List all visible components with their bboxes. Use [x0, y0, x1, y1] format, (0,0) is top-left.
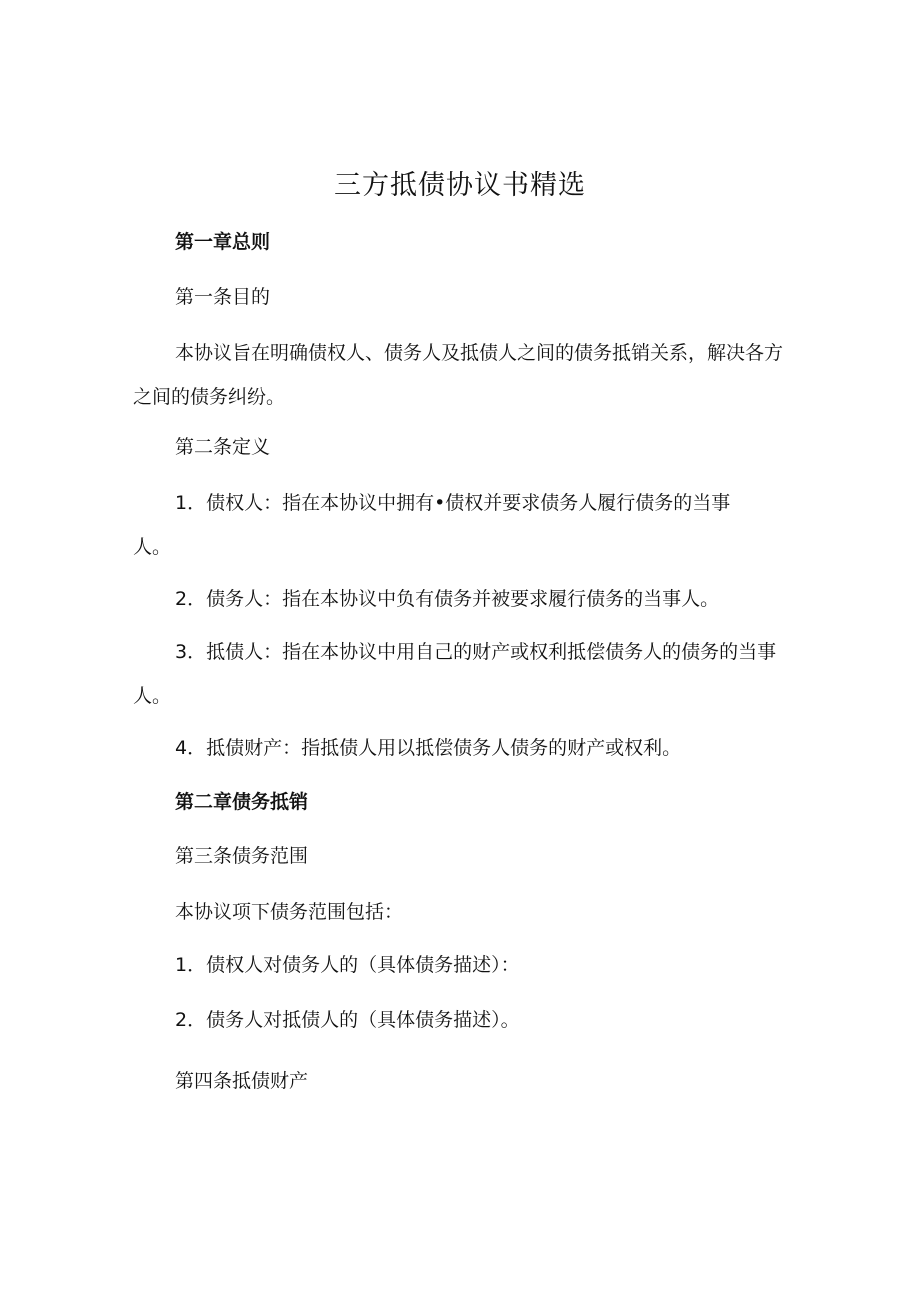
definition-2: 2．债务人：指在本协议中负有债务并被要求履行债务的当事人。 [175, 588, 720, 610]
definition-3: 3．抵债人：指在本协议中用自己的财产或权利抵偿债务人的债务的当事人。 [133, 641, 777, 707]
article-3-title: 第三条债务范围 [175, 845, 309, 867]
definition-4: 4．抵债财产：指抵债人用以抵偿债务人债务的财产或权利。 [175, 737, 682, 759]
debt-scope-item-2: 2．债务人对抵债人的（具体债务描述）。 [175, 1009, 520, 1031]
article-1-title: 第一条目的 [175, 286, 271, 308]
chapter-2-heading: 第二章债务抵销 [175, 791, 309, 813]
article-3-intro: 本协议项下债务范围包括： [175, 901, 404, 923]
document-title: 三方抵债协议书精选 [334, 170, 586, 201]
definition-1: 1．债权人：指在本协议中拥有•债权并要求债务人履行债务的当事人。 [133, 492, 731, 558]
article-4-title: 第四条抵债财产 [175, 1070, 309, 1092]
chapter-1-heading: 第一章总则 [175, 231, 271, 253]
debt-scope-item-1: 1．债权人对债务人的（具体债务描述）： [175, 954, 520, 976]
article-1-body: 本协议旨在明确债权人、债务人及抵债人之间的债务抵销关系，解决各方之间的债务纠纷。 [133, 342, 784, 408]
article-2-title: 第二条定义 [175, 436, 271, 458]
